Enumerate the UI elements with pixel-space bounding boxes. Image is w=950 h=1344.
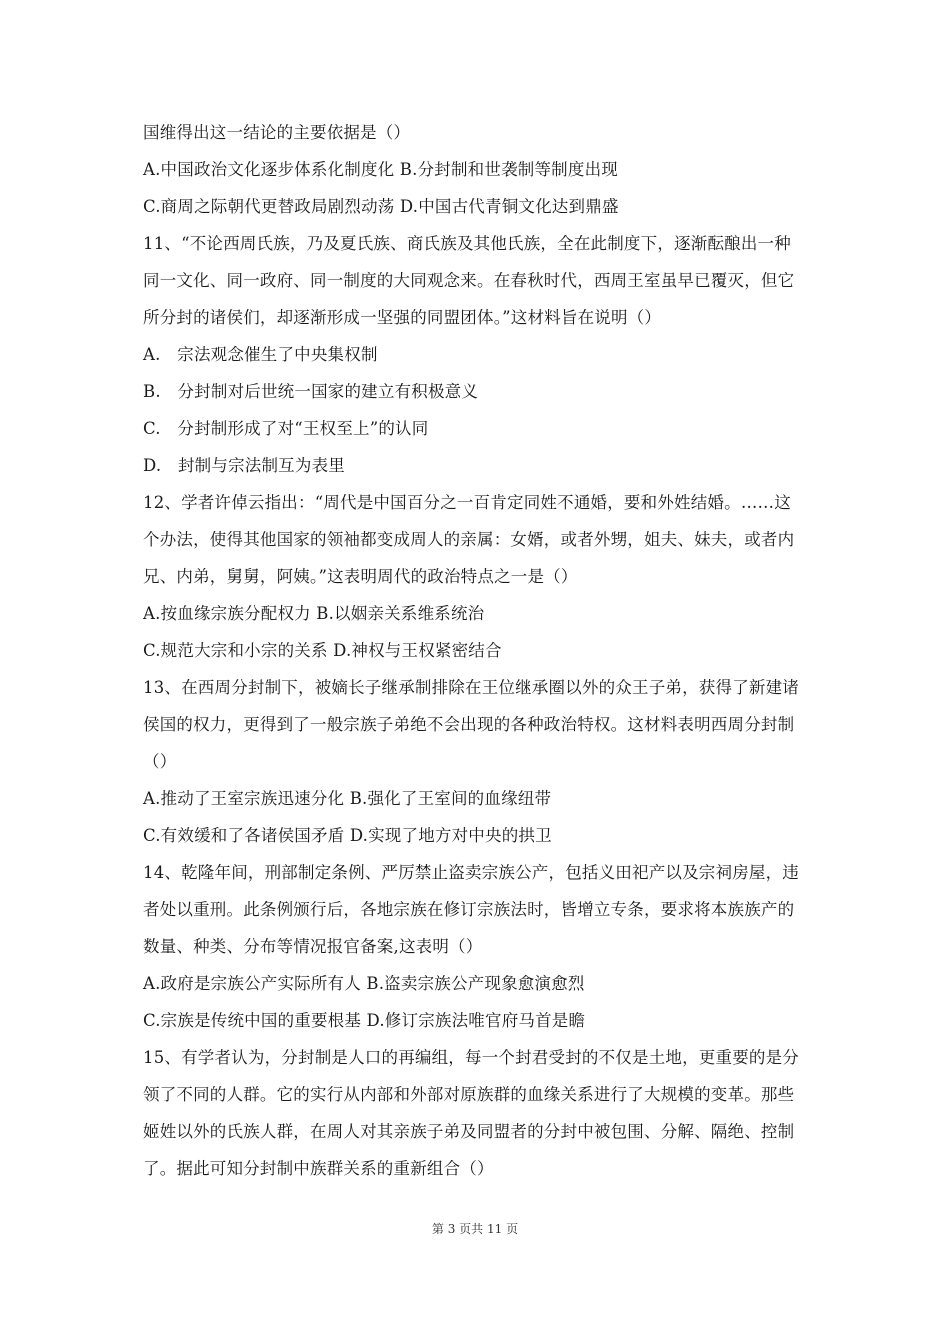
option-line: C.规范大宗和小宗的关系 D.神权与王权紧密结合 (143, 641, 502, 660)
question-15-line: 姬姓以外的氏族人群，在周人对其亲族子弟及同盟者的分封中被包围、分解、隔绝、控制 (143, 1122, 795, 1141)
question-13-line: 13、在西周分封制下，被嫡长子继承制排除在王位继承圈以外的众王子弟，获得了新建诸 (143, 678, 799, 697)
page-content (143, 114, 808, 1187)
option-line: A.推动了王室宗族迅速分化 B.强化了王室间的血缘纽带 (143, 789, 552, 808)
option-d: D. 封制与宗法制互为表里 (143, 456, 345, 475)
question-14-line: 数量、种类、分布等情况报官备案,这表明（） (143, 937, 483, 956)
question-12-line: 个办法，使得其他国家的领袖都变成周人的亲属：女婿，或者外甥，姐夫、妹夫，或者内 (143, 530, 795, 549)
question-14-line: 14、乾隆年间，刑部制定条例、严厉禁止盗卖宗族公产，包括义田祀产以及宗祠房屋，违 (143, 863, 799, 882)
option-c: C. 分封制形成了对“王权至上”的认同 (143, 419, 429, 438)
option-line: A.按血缘宗族分配权力 B.以姻亲关系维系统治 (143, 604, 485, 623)
page-number-footer: 第 3 页共 11 页 (431, 1222, 519, 1236)
option-line: A.中国政治文化逐步体系化制度化 B.分封制和世袭制等制度出现 (143, 160, 618, 179)
question-14-line: 者处以重刑。此条例颁行后，各地宗族在修订宗族法时，皆增立专条，要求将本族族产的 (143, 900, 795, 919)
question-13-line: 侯国的权力，更得到了一般宗族子弟绝不会出现的各种政治特权。这材料表明西周分封制 (143, 715, 795, 734)
option-line: A.政府是宗族公产实际所有人 B.盗卖宗族公产现象愈演愈烈 (143, 974, 585, 993)
question-13-line: （） (143, 752, 177, 771)
question-15-line: 了。据此可知分封制中族群关系的重新组合（） (143, 1159, 494, 1178)
option-b: B. 分封制对后世统一国家的建立有积极意义 (143, 382, 479, 401)
option-line: C.商周之际朝代更替政局剧烈动荡 D.中国古代青铜文化达到鼎盛 (143, 197, 619, 216)
question-11-line: 11、“不论西周氏族，乃及夏氏族、商氏族及其他氏族，全在此制度下，逐渐酝酿出一种 (143, 234, 791, 253)
question-11-line: 所分封的诸侯们，却逐渐形成一坚强的同盟团体。”这材料旨在说明（） (143, 308, 662, 327)
text-line: 国维得出这一结论的主要依据是（） (143, 123, 411, 142)
question-12-line: 12、学者许倬云指出：“周代是中国百分之一百肯定同姓不通婚，要和外姓结婚。……这 (143, 493, 791, 512)
option-line: C.宗族是传统中国的重要根基 D.修订宗族法唯官府马首是瞻 (143, 1011, 586, 1030)
option-a: A. 宗法观念催生了中央集权制 (143, 345, 378, 364)
question-11-line: 同一文化、同一政府、同一制度的大同观念来。在春秋时代，西周王室虽早已覆灭，但它 (143, 271, 795, 290)
question-15-line: 15、有学者认为，分封制是人口的再编组，每一个封君受封的不仅是土地，更重要的是分 (143, 1048, 799, 1067)
question-12-line: 兄、内弟，舅舅，阿姨。”这表明周代的政治特点之一是（） (143, 567, 578, 586)
question-15-line: 领了不同的人群。它的实行从内部和外部对原族群的血缘关系进行了大规模的变革。那些 (143, 1085, 795, 1104)
option-line: C.有效缓和了各诸侯国矛盾 D.实现了地方对中央的拱卫 (143, 826, 552, 845)
